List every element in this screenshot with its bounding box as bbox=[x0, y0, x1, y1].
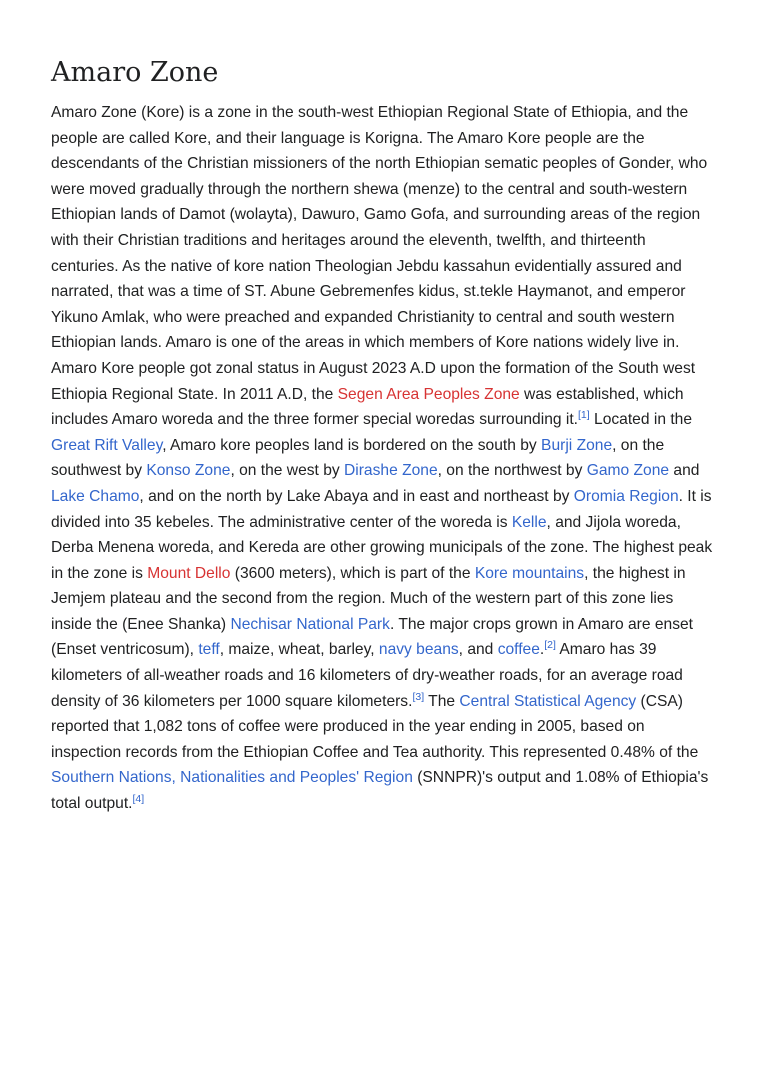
text-segment: , and bbox=[458, 641, 498, 659]
link-central-statistical-agency[interactable]: Central Statistical Agency bbox=[459, 692, 637, 710]
text-segment: , and Jijola woreda, Derba Menena woreda, and Kereda are other growing municipals of the zone. The highest peak in the zone is bbox=[51, 513, 713, 582]
text-segment: , on the west by bbox=[230, 462, 345, 480]
text-segment: (SNNPR)'s output and 1.08% of Ethiopia's total output. bbox=[51, 769, 709, 813]
link-snnpr[interactable]: Southern Nations, Nationalities and Peoples' Region bbox=[51, 769, 413, 787]
page-title: Amaro Zone bbox=[51, 57, 219, 88]
text-segment: Amaro has 39 kilometers of all-weather roads and 16 kilometers of dry-weather roads, for an average road density of 36 kilometers per 1000 square kilometers. bbox=[51, 641, 683, 710]
article-paragraph bbox=[51, 100, 717, 817]
text-segment: , the highest in Jemjem plateau and the second from the region. Much of the western part of this zone lies inside the (Enee Shanka) bbox=[51, 564, 686, 633]
link-kore-mountains[interactable]: Kore mountains bbox=[474, 564, 585, 582]
text-segment: (3600 meters), which is part of the bbox=[230, 564, 475, 582]
link-mount-dello[interactable]: Mount Dello bbox=[147, 564, 231, 582]
text-segment: , maize, wheat, barley, bbox=[219, 641, 379, 659]
text-segment: , on the southwest by bbox=[51, 436, 665, 480]
link-coffee[interactable]: coffee bbox=[497, 641, 540, 659]
link-nechisar-national-park[interactable]: Nechisar National Park bbox=[230, 615, 390, 633]
text-segment: , and on the north by Lake Abaya and in east and northeast by bbox=[139, 487, 574, 505]
ref-2 bbox=[544, 639, 556, 651]
text-segment: and bbox=[669, 462, 700, 480]
link-navy-beans[interactable]: navy beans bbox=[378, 641, 459, 659]
ref-2-link[interactable]: [2] bbox=[544, 639, 556, 652]
ref-3-link[interactable]: [3] bbox=[412, 690, 425, 703]
link-lake-chamo[interactable]: Lake Chamo bbox=[51, 487, 140, 505]
ref-1 bbox=[578, 409, 590, 421]
link-gamo-zone[interactable]: Gamo Zone bbox=[586, 462, 670, 480]
text-segment: , on the northwest by bbox=[437, 462, 587, 480]
link-konso-zone[interactable]: Konso Zone bbox=[146, 462, 231, 480]
link-segen-area-peoples-zone[interactable]: Segen Area Peoples Zone bbox=[337, 385, 520, 403]
text-segment: . bbox=[539, 641, 545, 659]
link-kelle[interactable]: Kelle bbox=[511, 513, 547, 531]
link-teff[interactable]: teff bbox=[198, 641, 220, 659]
text-segment: (CSA) reported that 1,082 tons of coffee were produced in the year ending in 2005, based on inspection records from the Ethiopian Coffee and Tea authority. This represented 0.48% of the bbox=[51, 692, 699, 761]
text-segment: . The major crops grown in Amaro are enset (Enset ventricosum), bbox=[51, 615, 694, 659]
link-burji-zone[interactable]: Burji Zone bbox=[541, 436, 613, 454]
ref-4-link[interactable]: [4] bbox=[132, 792, 145, 805]
ref-3 bbox=[412, 690, 424, 702]
text-segment: The bbox=[424, 692, 460, 710]
article bbox=[0, 56, 768, 817]
ref-1-link[interactable]: [1] bbox=[578, 408, 590, 421]
text-segment: , Amaro kore peoples land is bordered on the south by bbox=[162, 436, 542, 454]
text-segment: Amaro Zone (Kore) is a zone in the south-west Ethiopian Regional State of Ethiopia, and the people are called Kore, and their language is Korigna. The Amaro Kore people are the descendants of the Christian missioners of the north Ethiopian sematic peoples of Gonder, who were moved gradually through the northern shewa (menze) to the central and south-western Ethiopian lands of Damot (wolayta), Dawuro, Gamo Gofa, and surrounding areas of the region with their Christian traditions and heritages around the eleventh, twelfth, and thirteenth centuries. As the native of kore nation Theologian Jebdu kassahun evidentially assured and narrated, that was a time of ST. Abune Gebremenfes kidus, st.tekle Haymanot, and emperor Yikuno Amlak, who were preached and expanded Christianity to central and south western Ethiopian lands. Amaro is one of the areas in which members of Kore nations widely live in. Amaro Kore people got zonal status in August 2023 A.D upon the formation of the South west Ethiopia Regional State. In 2011 A.D, the bbox=[51, 104, 708, 403]
link-oromia-region[interactable]: Oromia Region bbox=[573, 487, 679, 505]
text-segment: . It is divided into 35 kebeles. The administrative center of the woreda is bbox=[51, 487, 712, 531]
text-segment: Located in the bbox=[589, 411, 693, 429]
text-segment: was established, which includes Amaro woreda and the three former special woredas surrounding it. bbox=[51, 385, 684, 429]
link-great-rift-valley[interactable]: Great Rift Valley bbox=[51, 436, 163, 454]
link-dirashe-zone[interactable]: Dirashe Zone bbox=[344, 462, 438, 480]
ref-4 bbox=[133, 793, 145, 805]
